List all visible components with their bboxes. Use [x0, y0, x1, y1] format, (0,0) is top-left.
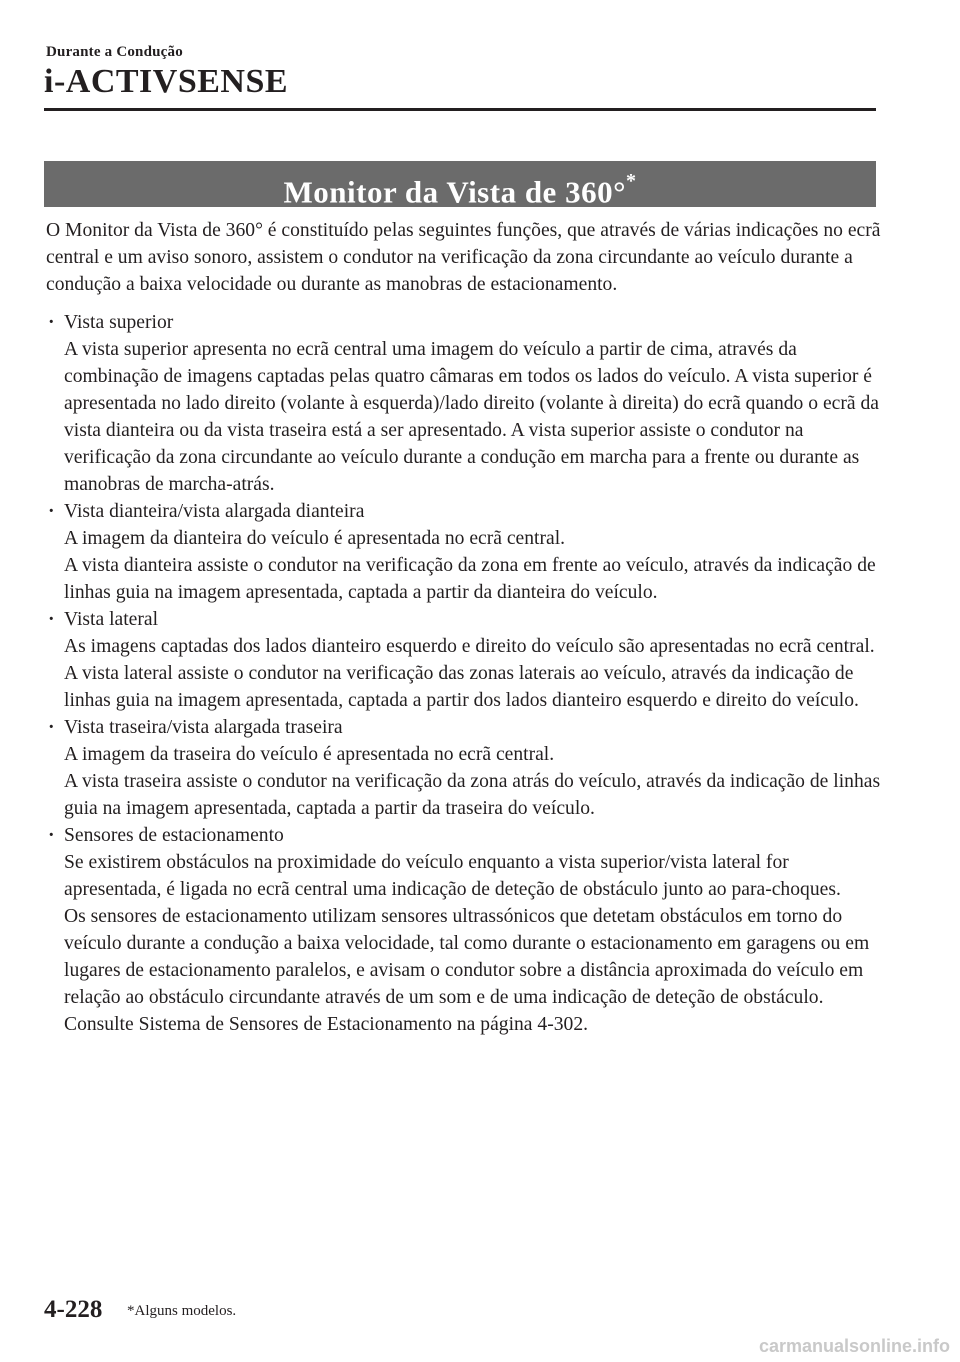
header-divider	[44, 108, 876, 111]
feature-description: A imagem da dianteira do veículo é apresentada no ecrã central.	[64, 528, 566, 549]
bullet-icon: ·	[48, 825, 55, 846]
feature-name: Vista traseira/vista alargada traseira	[64, 717, 343, 738]
bullet-icon: ·	[48, 609, 55, 630]
feature-name: Vista superior	[64, 312, 174, 333]
feature-name: Vista dianteira/vista alargada dianteira	[64, 501, 365, 522]
footnote: *Alguns modelos.	[127, 1303, 237, 1319]
bullet-icon: ·	[48, 717, 55, 738]
feature-item	[46, 714, 882, 822]
bullet-icon: ·	[48, 501, 55, 522]
feature-description: A imagem da traseira do veículo é apresentada no ecrã central.	[64, 744, 555, 765]
page-number: 4-228	[44, 1296, 103, 1323]
feature-description: Se existirem obstáculos na proximidade do veículo enquanto a vista superior/vista lateral for apresentada, é ligada no ecrã central uma indicação de deteção de obstáculo junto ao para-choques.	[64, 852, 841, 900]
section-title: i-ACTIVSENSE	[44, 63, 289, 100]
feature-description: A vista traseira assiste o condutor na verificação da zona atrás do veículo, através da indicação de linhas guia na imagem apresentada, captada a partir da traseira do veículo.	[64, 771, 881, 819]
intro-paragraph: O Monitor da Vista de 360° é constituído pelas seguintes funções, que através de várias indicações no ecrã central e um aviso sonoro, assistem o condutor na verificação da zona circundante ao veículo durante a condução a baixa velocidade ou durante as manobras de estacionamento.	[46, 220, 881, 295]
watermark: carmanualsonline.info	[758, 1336, 950, 1356]
page-title: Monitor da Vista de 360°	[283, 174, 626, 210]
feature-description: A vista lateral assiste o condutor na verificação das zonas laterais ao veículo, através da indicação de linhas guia na imagem apresentada, captada a partir dos lados dianteiro esquerdo e direito do veículo.	[64, 663, 859, 711]
feature-list	[46, 309, 882, 1038]
title-asterisk: *	[625, 170, 637, 192]
feature-item	[46, 822, 882, 1038]
feature-item	[46, 606, 882, 714]
page-title-bar	[44, 161, 876, 210]
feature-item	[46, 309, 882, 498]
feature-description: Consulte Sistema de Sensores de Estacionamento na página 4-302.	[64, 1014, 589, 1035]
feature-description: A vista superior apresenta no ecrã central uma imagem do veículo a partir de cima, através da combinação de imagens captadas pelas quatro câmaras em todos os lados do veículo. A vista superior é apresentada no lado direito (volante à esquerda)/lado direito (volante à direita) do ecrã quando o ecrã da vista dianteira ou da vista traseira está a ser apresentado. A vista superior assiste o condutor na verificação da zona circundante ao veículo durante a condução em marcha para a frente ou durante as manobras de marcha-atrás.	[64, 339, 879, 495]
feature-name: Sensores de estacionamento	[64, 825, 284, 846]
chapter-title: Durante a Condução	[46, 44, 183, 60]
bullet-icon: ·	[48, 312, 55, 333]
feature-name: Vista lateral	[64, 609, 159, 630]
feature-description: Os sensores de estacionamento utilizam sensores ultrassónicos que detetam obstáculos em torno do veículo durante a condução a baixa velocidade, tal como durante o estacionamento em garagens ou em lugares de estacionamento paralelos, e avisam o condutor sobre a distância aproximada do veículo em relação ao obstáculo circundante através de um som e de uma indicação de deteção de obstáculo.	[64, 906, 870, 1008]
feature-description: A vista dianteira assiste o condutor na verificação da zona em frente ao veículo, através da indicação de linhas guia na imagem apresentada, captada a partir da dianteira do veículo.	[64, 555, 876, 603]
main-content	[46, 217, 882, 1038]
feature-item	[46, 498, 882, 606]
feature-description: As imagens captadas dos lados dianteiro esquerdo e direito do veículo são apresentadas no ecrã central.	[64, 636, 875, 657]
